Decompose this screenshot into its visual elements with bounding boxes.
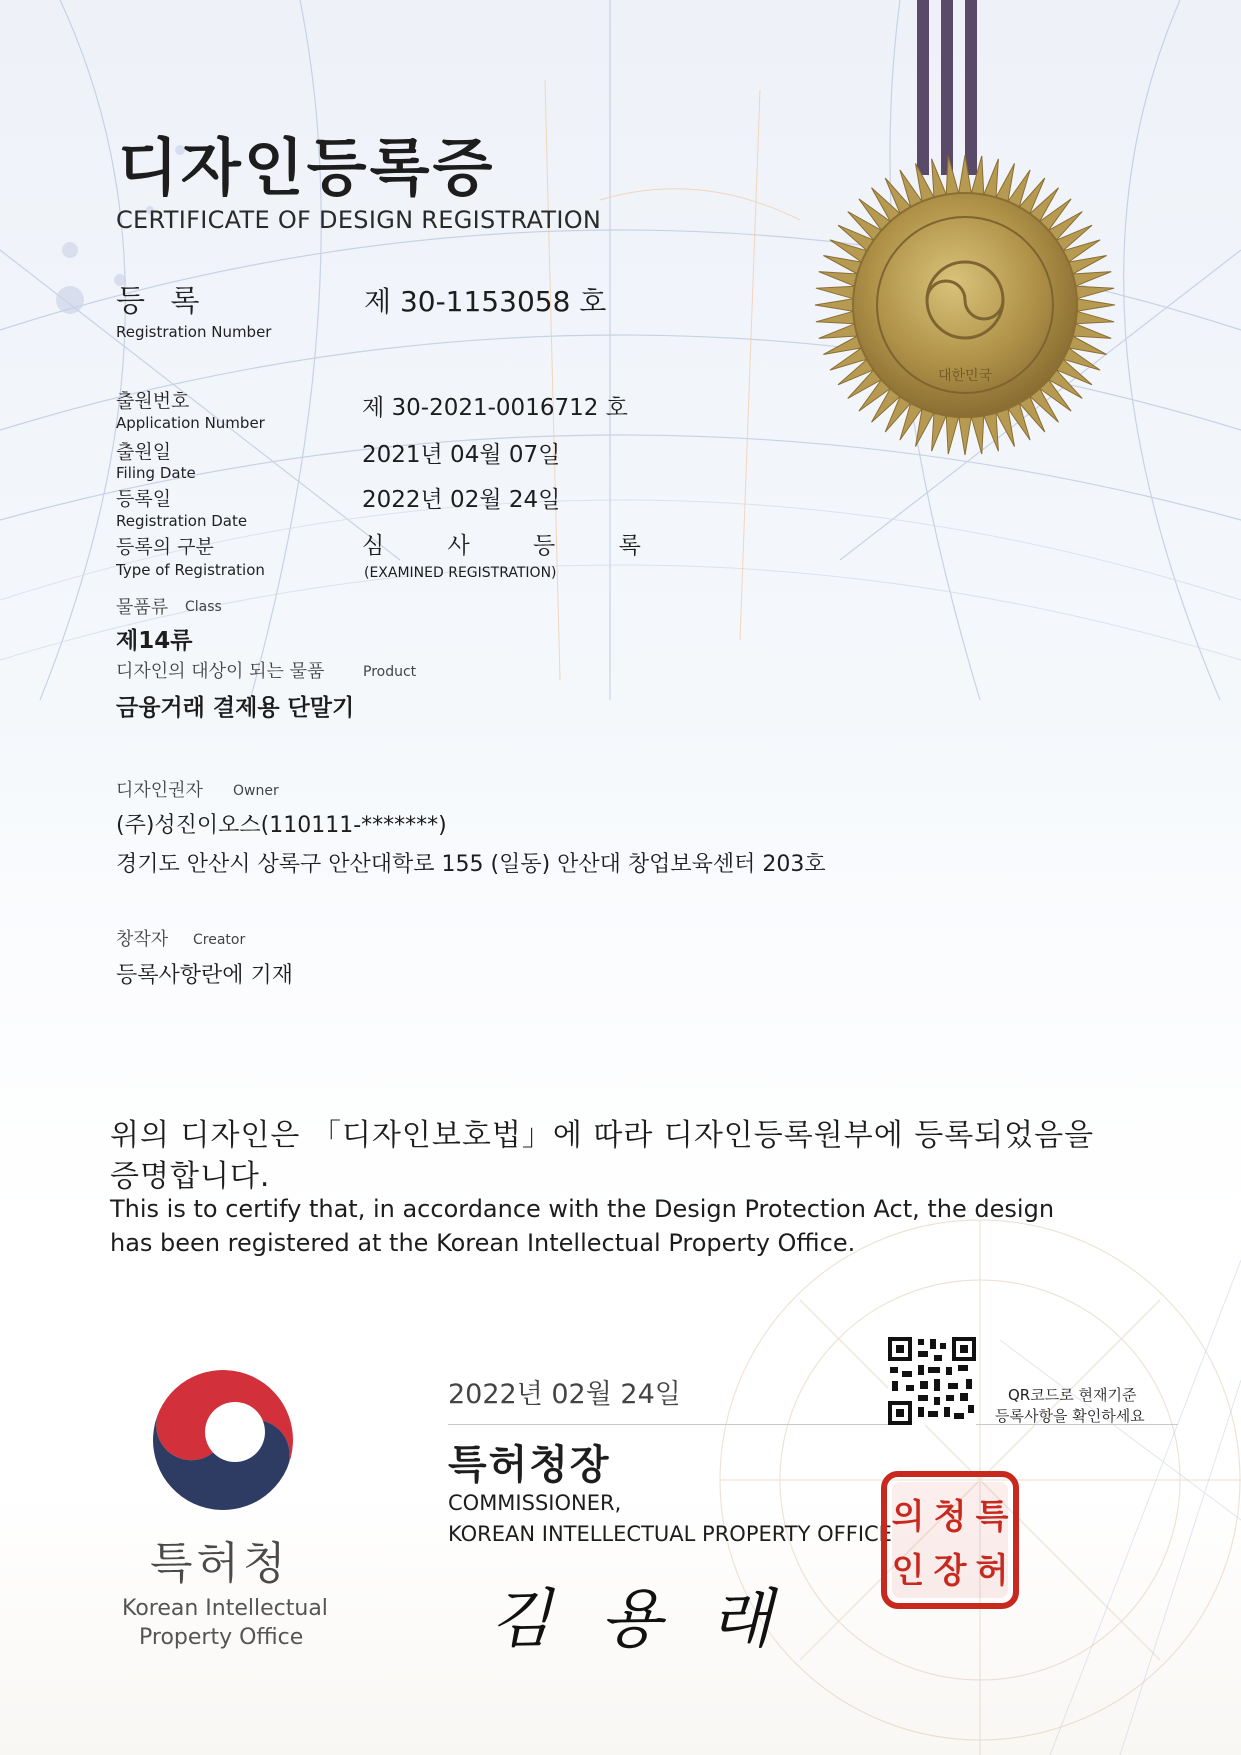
kipo-logo-icon [148,1365,298,1515]
application-label-en: Application Number [116,414,265,432]
seal-character: 인 [891,1551,925,1591]
creator-label-en: Creator [193,932,246,948]
seal-character: 허 [975,1551,1009,1591]
registration-type-label-kr: 등록의 구분 [116,536,214,558]
office-name-en-line1: Korean Intellectual [122,1596,328,1621]
product-value: 금융거래 결제용 단말기 [116,695,355,721]
commissioner-title-en-line2: KOREAN INTELLECTUAL PROPERTY OFFICE [448,1522,892,1546]
product-label-en: Product [363,664,417,680]
registration-label-en: Registration Number [116,323,272,341]
owner-address: 경기도 안산시 상록구 안산대학로 155 (일동) 안산대 창업보육센터 203호 [116,852,826,877]
commissioner-title-kr: 특허청장 [448,1442,611,1488]
certification-kr-line1: 위의 디자인은 「디자인보호법」에 따라 디자인등록원부에 등록되었음을 [110,1118,1095,1153]
owner-name: (주)성진이오스(110111-*******) [116,813,447,838]
class-label-kr: 물품류 [116,597,169,618]
filing-date-label-en: Filing Date [116,464,196,482]
office-name-en-line2: Property Office [139,1625,304,1650]
registration-type-label-en: Type of Registration [116,561,265,579]
commissioner-title-en-line1: COMMISSIONER, [448,1491,622,1515]
certification-en-line1: This is to certify that, in accordance with the Design Protection Act, the design [110,1195,1055,1223]
product-label-kr: 디자인의 대상이 되는 물품 [116,661,325,682]
ribbon-stripe [917,0,929,175]
registration-type-kr: 심 사 등 록 [362,533,669,559]
seal-character: 특 [975,1497,1009,1537]
ribbon-stripe [965,0,977,175]
filing-date: 2021년 04월 07일 [362,442,561,468]
qr-note-line1: QR코드로 현재기준 [1008,1386,1137,1404]
application-number: 제 30-2021-0016712 호 [362,395,628,421]
registration-date: 2022년 02월 24일 [362,487,561,513]
official-seal-stamp [880,1470,1020,1610]
class-label-en: Class [185,599,222,615]
registration-date-label-en: Registration Date [116,512,248,530]
qr-note-line2: 등록사항을 확인하세요 [995,1407,1145,1425]
registration-number: 제 30-1153058 호 [364,285,607,318]
registration-date-label-kr: 등록일 [116,488,172,510]
registration-type-en: (EXAMINED REGISTRATION) [364,565,557,581]
medal-text: 대한민국 [937,368,993,384]
certificate-title-en: CERTIFICATE OF DESIGN REGISTRATION [116,206,602,234]
qr-code-icon[interactable] [888,1337,976,1425]
gold-medal-seal [810,150,1120,460]
issue-date: 2022년 02월 24일 [448,1379,681,1410]
seal-character: 의 [891,1497,925,1537]
ribbon-stripe [941,0,953,175]
commissioner-signature: 김 용 래 [490,1583,787,1657]
certificate-title-kr: 디자인등록증 [118,131,496,204]
owner-label-kr: 디자인권자 [116,780,203,801]
seal-character: 장 [933,1551,967,1591]
application-label-kr: 출원번호 [116,390,190,412]
office-name-kr: 특허청 [150,1538,290,1589]
creator-label-kr: 창작자 [116,929,169,950]
class-value: 제14류 [116,628,193,654]
owner-label-en: Owner [233,783,279,799]
creator-value: 등록사항란에 기재 [116,963,294,988]
filing-date-label-kr: 출원일 [116,441,172,463]
registration-label-kr: 등 록 [116,284,208,319]
certification-kr-line2: 증명합니다. [110,1159,271,1194]
certification-en-line2: has been registered at the Korean Intellectual Property Office. [110,1229,856,1257]
seal-character: 청 [933,1497,967,1537]
